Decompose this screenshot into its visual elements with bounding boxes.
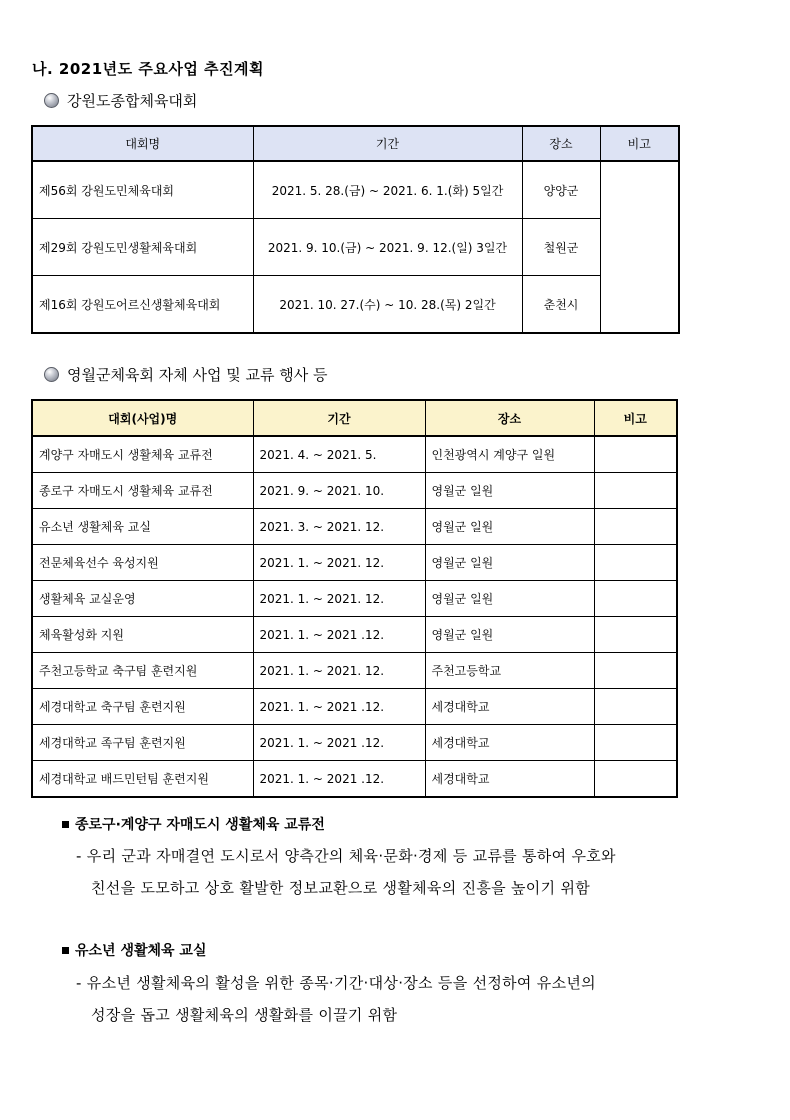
note-text-line: 친선을 도모하고 상호 활발한 정보교환으로 생활체육의 진흥을 높이기 위함 bbox=[91, 879, 591, 897]
section-title: 나. 2021년도 주요사업 추진계획 bbox=[32, 60, 265, 78]
square-bullet-icon bbox=[62, 821, 69, 828]
square-bullet-icon bbox=[62, 947, 69, 954]
remarks-cell bbox=[594, 617, 677, 653]
sphere-bullet-icon bbox=[44, 367, 59, 382]
table-row bbox=[32, 725, 677, 761]
event-place: 인천광역시 계양구 일원 bbox=[425, 436, 594, 473]
event-name: 세경대학교 축구팀 훈련지원 bbox=[32, 689, 253, 725]
event-name: 세경대학교 배드민턴팀 훈련지원 bbox=[32, 761, 253, 798]
event-name: 생활체육 교실운영 bbox=[32, 581, 253, 617]
remarks-cell bbox=[594, 436, 677, 473]
note-title-exchange bbox=[62, 814, 325, 834]
event-name: 유소년 생활체육 교실 bbox=[32, 509, 253, 545]
col-header-place: 장소 bbox=[522, 126, 600, 161]
remarks-cell bbox=[594, 761, 677, 798]
event-place: 영월군 일원 bbox=[425, 545, 594, 581]
event-name: 전문체육선수 육성지원 bbox=[32, 545, 253, 581]
remarks-cell bbox=[594, 581, 677, 617]
games-heading bbox=[44, 90, 197, 111]
events-header-row bbox=[32, 400, 677, 436]
col-header-name: 대회명 bbox=[32, 126, 253, 161]
col-header-remarks: 비고 bbox=[594, 400, 677, 436]
note-title-youth bbox=[62, 940, 206, 960]
event-place: 양양군 bbox=[522, 161, 600, 219]
table-row bbox=[32, 436, 677, 473]
event-period: 2021. 1. ~ 2021. 12. bbox=[253, 581, 425, 617]
event-name: 제16회 강원도어르신생활체육대회 bbox=[32, 276, 253, 334]
note-title-text: 종로구·계양구 자매도시 생활체육 교류전 bbox=[75, 817, 325, 833]
col-header-name: 대회(사업)명 bbox=[32, 400, 253, 436]
event-period: 2021. 9. ~ 2021. 10. bbox=[253, 473, 425, 509]
table-row bbox=[32, 276, 679, 334]
remarks-cell bbox=[594, 725, 677, 761]
event-period: 2021. 9. 10.(금) ~ 2021. 9. 12.(일) 3일간 bbox=[253, 219, 522, 276]
event-name: 체육활성화 지원 bbox=[32, 617, 253, 653]
event-period: 2021. 1. ~ 2021 .12. bbox=[253, 689, 425, 725]
event-name: 제29회 강원도민생활체육대회 bbox=[32, 219, 253, 276]
event-name: 주천고등학교 축구팀 훈련지원 bbox=[32, 653, 253, 689]
event-period: 2021. 4. ~ 2021. 5. bbox=[253, 436, 425, 473]
event-period: 2021. 3. ~ 2021. 12. bbox=[253, 509, 425, 545]
event-place: 영월군 일원 bbox=[425, 473, 594, 509]
event-period: 2021. 10. 27.(수) ~ 10. 28.(목) 2일간 bbox=[253, 276, 522, 334]
event-name: 세경대학교 족구팀 훈련지원 bbox=[32, 725, 253, 761]
table-row bbox=[32, 617, 677, 653]
remarks-cell bbox=[594, 689, 677, 725]
event-name: 종로구 자매도시 생활체육 교류전 bbox=[32, 473, 253, 509]
table-row bbox=[32, 653, 677, 689]
event-name: 제56회 강원도민체육대회 bbox=[32, 161, 253, 219]
table-row bbox=[32, 509, 677, 545]
table-row bbox=[32, 219, 679, 276]
event-period: 2021. 5. 28.(금) ~ 2021. 6. 1.(화) 5일간 bbox=[253, 161, 522, 219]
event-period: 2021. 1. ~ 2021. 12. bbox=[253, 545, 425, 581]
remarks-cell bbox=[600, 161, 679, 333]
event-place: 철원군 bbox=[522, 219, 600, 276]
remarks-cell bbox=[594, 653, 677, 689]
event-place: 세경대학교 bbox=[425, 689, 594, 725]
col-header-place: 장소 bbox=[425, 400, 594, 436]
events-heading bbox=[44, 364, 327, 385]
col-header-period: 기간 bbox=[253, 126, 522, 161]
games-heading-text: 강원도종합체육대회 bbox=[67, 92, 198, 110]
event-place: 영월군 일원 bbox=[425, 617, 594, 653]
events-heading-text: 영월군체육회 자체 사업 및 교류 행사 등 bbox=[67, 366, 328, 384]
games-header-row bbox=[32, 126, 679, 161]
remarks-cell bbox=[594, 545, 677, 581]
event-place: 영월군 일원 bbox=[425, 581, 594, 617]
event-name: 계양구 자매도시 생활체육 교류전 bbox=[32, 436, 253, 473]
event-period: 2021. 1. ~ 2021 .12. bbox=[253, 761, 425, 798]
event-place: 세경대학교 bbox=[425, 725, 594, 761]
remarks-cell bbox=[594, 473, 677, 509]
table-row bbox=[32, 689, 677, 725]
event-period: 2021. 1. ~ 2021. 12. bbox=[253, 653, 425, 689]
event-place: 세경대학교 bbox=[425, 761, 594, 798]
note-title-text: 유소년 생활체육 교실 bbox=[75, 943, 207, 959]
event-place: 영월군 일원 bbox=[425, 509, 594, 545]
note-text-line: - 우리 군과 자매결연 도시로서 양측간의 체육·문화·경제 등 교류를 통하여 우호와 bbox=[76, 847, 616, 865]
remarks-cell bbox=[594, 509, 677, 545]
event-period: 2021. 1. ~ 2021 .12. bbox=[253, 617, 425, 653]
games-table bbox=[31, 125, 680, 334]
table-row bbox=[32, 761, 677, 798]
sphere-bullet-icon bbox=[44, 93, 59, 108]
note-text-line: 성장을 돕고 생활체육의 생활화를 이끌기 위함 bbox=[91, 1006, 398, 1024]
event-place: 주천고등학교 bbox=[425, 653, 594, 689]
col-header-period: 기간 bbox=[253, 400, 425, 436]
table-row bbox=[32, 545, 677, 581]
table-row bbox=[32, 473, 677, 509]
event-period: 2021. 1. ~ 2021 .12. bbox=[253, 725, 425, 761]
col-header-remarks: 비고 bbox=[600, 126, 679, 161]
table-row bbox=[32, 581, 677, 617]
event-place: 춘천시 bbox=[522, 276, 600, 334]
table-row bbox=[32, 161, 679, 219]
events-table bbox=[31, 399, 678, 798]
note-text-line: - 유소년 생활체육의 활성을 위한 종목·기간·대상·장소 등을 선정하여 유소년의 bbox=[76, 974, 596, 992]
